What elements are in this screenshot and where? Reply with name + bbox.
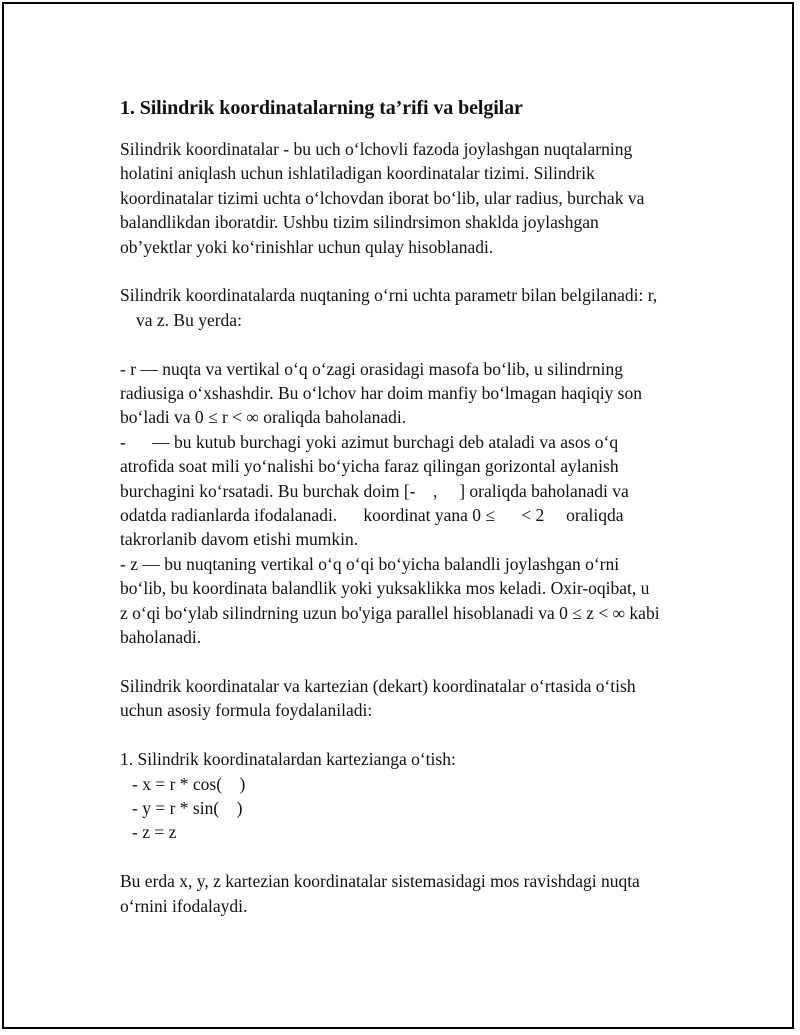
paragraph-definitions (120, 357, 700, 650)
text-line: baholanadi. (120, 627, 202, 648)
paragraph-conclusion (120, 869, 700, 918)
text-line: va z. Bu yerda: (136, 309, 242, 330)
text-line: - r — nuqta va vertikal o‘q o‘zagi orasidagi masofa bo‘lib, u silindrning (120, 358, 623, 379)
text-line: ob’yektlar yoki ko‘rinishlar uchun qulay hisoblanadi. (120, 236, 494, 257)
paragraph-gap (120, 845, 700, 869)
text-line: o‘rnini ifodalaydi. (120, 895, 248, 916)
paragraph-intro (120, 137, 700, 259)
text-line: - z — bu nuqtaning vertikal o‘q o‘qi bo‘yicha balandli joylashgan o‘rni (120, 553, 620, 574)
text-line: Bu erda x, y, z kartezian koordinatalar sistemasidagi mos ravishdagi nuqta (120, 871, 640, 892)
text-line: balandlikdan iboratdir. Ushbu tizim silindrsimon shaklda joylashgan (120, 212, 599, 233)
text-line: Silindrik koordinatalarda nuqtaning o‘rni uchta parametr bilan belgilanadi: r, (120, 285, 658, 306)
paragraph-gap (120, 332, 700, 356)
text-line: radiusiga o‘xshashdir. Bu o‘lchov har doim manfiy bo‘lmagan haqiqiy son (120, 383, 642, 404)
formula-line: - z = z (132, 822, 177, 843)
paragraph-parameters (120, 283, 700, 332)
formula-line: - y = r * sin( ) (132, 797, 243, 818)
section-heading: 1. Silindrik koordinatalarning ta’rifi va belgilar (120, 97, 523, 119)
text-line: uchun asosiy formula foydalaniladi: (120, 700, 373, 721)
paragraph-transition (120, 674, 700, 723)
text-line: z o‘qi bo‘ylab silindrning uzun bo'yiga parallel hisoblanadi va 0 ≤ z < ∞ kabi (120, 602, 660, 623)
formula-line: - x = r * cos( ) (132, 773, 246, 794)
text-line: odatda radianlarda ifodalanadi. koordinat yana 0 ≤ < 2 oraliqda (120, 505, 624, 526)
formula-list (120, 747, 700, 845)
text-line: bo‘lib, bu koordinata balandlik yoki yuksaklikka mos keladi. Oxir-oqibat, u (120, 578, 650, 599)
paragraph-gap (120, 723, 700, 747)
paragraph-gap (120, 650, 700, 674)
text-line: koordinatalar tizimi uchta o‘lchovdan iborat bo‘lib, ular radius, burchak va (120, 187, 645, 208)
text-line: Silindrik koordinatalar - bu uch o‘lchovli fazoda joylashgan nuqtalarning (120, 139, 633, 159)
document-body (120, 96, 700, 918)
document-page (2, 2, 794, 1029)
text-line: holatini aniqlash uchun ishlatiladigan koordinatalar tizimi. Silindrik (120, 163, 595, 184)
text-line: - — bu kutub burchagi yoki azimut burchagi deb ataladi va asos o‘q (120, 431, 619, 452)
text-line: takrorlanib davom etishi mumkin. (120, 529, 359, 550)
text-line: atrofida soat mili yo‘nalishi bo‘yicha faraz qilingan gorizontal aylanish (120, 456, 619, 477)
text-line: burchagini ko‘rsatadi. Bu burchak doim [- , ] oraliqda baholanadi va (120, 480, 629, 501)
text-line: bo‘ladi va 0 ≤ r < ∞ oraliqda baholanadi. (120, 407, 407, 428)
formula-list-title: 1. Silindrik koordinatalardan kartezianga o‘tish: (120, 749, 456, 770)
paragraph-gap (120, 259, 700, 283)
text-line: Silindrik koordinatalar va kartezian (dekart) koordinatalar o‘rtasida o‘tish (120, 675, 636, 696)
